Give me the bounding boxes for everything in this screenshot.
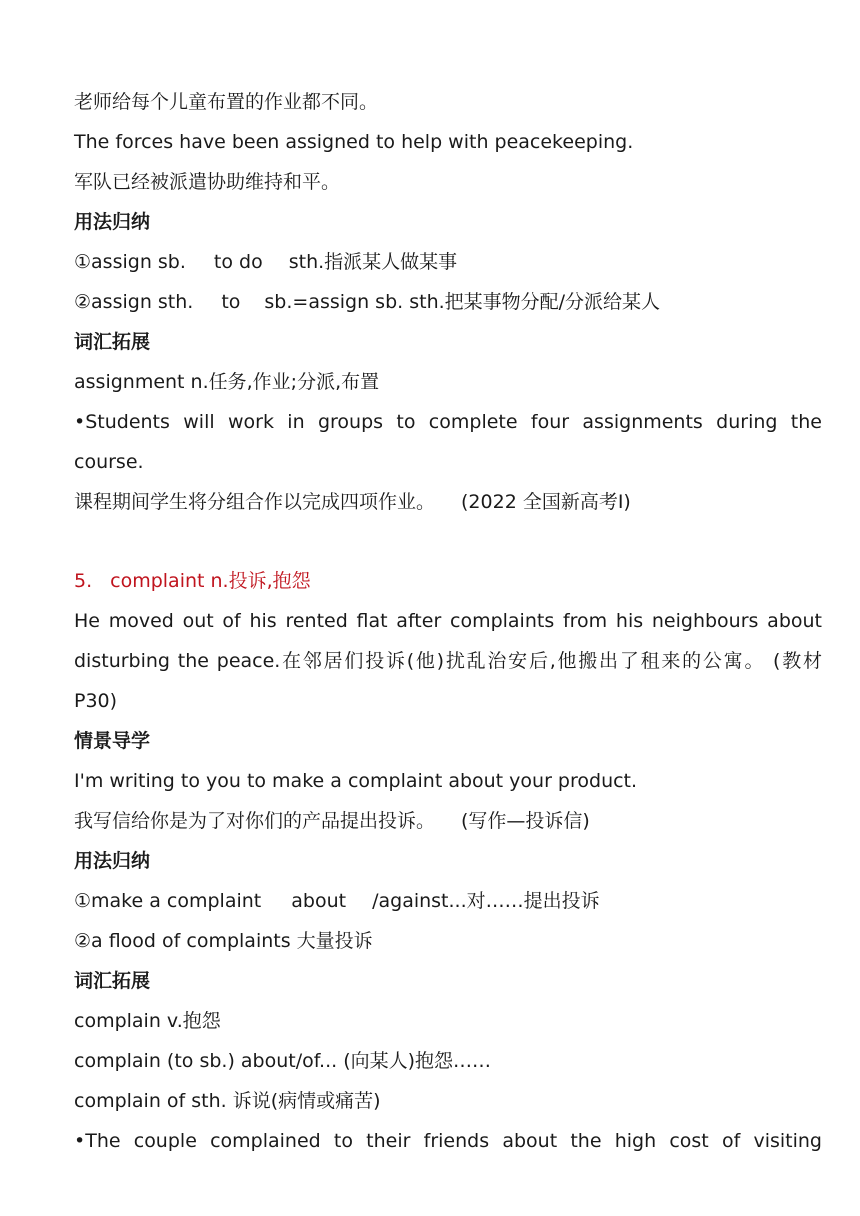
example-sentence: •Students will work in groups to complete four assignments during the xyxy=(74,411,822,433)
expansion-word: complain v.抱怨 xyxy=(74,1010,221,1032)
usage-part: /against...对……提出投诉 xyxy=(372,890,600,912)
usage-item xyxy=(74,881,822,921)
usage-part: about xyxy=(291,890,347,912)
expansion-phrase: complain (to sb.) about/of... (向某人)抱怨…… xyxy=(74,1050,492,1072)
usage-part: ①assign sb. xyxy=(74,251,186,273)
expansion-phrase: complain of sth. 诉说(病情或痛苦) xyxy=(74,1090,381,1112)
entry-number: 5. xyxy=(74,570,93,592)
usage-item xyxy=(74,282,822,322)
usage-part: sb.=assign sb. sth.把某事物分配/分派给某人 xyxy=(264,291,661,313)
example-sentence: He moved out of his rented flat after complaints from his neighbours about xyxy=(74,610,822,632)
usage-part: ②assign sth. xyxy=(74,291,194,313)
usage-item: ②a flood of complaints 大量投诉 xyxy=(74,930,373,952)
section-heading-usage: 用法归纳 xyxy=(74,211,151,233)
source-note: (2022 全国新高考Ⅰ) xyxy=(461,491,631,513)
translation-text: 我写信给你是为了对你们的产品提出投诉。 xyxy=(74,810,436,832)
example-translation: 老师给每个儿童布置的作业都不同。 xyxy=(74,91,379,113)
usage-part: to do xyxy=(213,251,263,273)
example-translation: 军队已经被派遣协助维持和平。 xyxy=(74,171,341,193)
example-translation xyxy=(74,482,822,522)
section-heading-expansion: 词汇拓展 xyxy=(74,331,151,353)
usage-item xyxy=(74,242,822,282)
usage-part: to xyxy=(221,291,241,313)
section-heading-scenario: 情景导学 xyxy=(74,730,151,752)
example-sentence: I'm writing to you to make a complaint about your product. xyxy=(74,770,638,792)
usage-part: sth.指派某人做某事 xyxy=(288,251,458,273)
translation-text: 课程期间学生将分组合作以完成四项作业。 xyxy=(74,491,436,513)
usage-part: ①make a complaint xyxy=(74,890,262,912)
source-note: (教材 xyxy=(773,650,822,672)
expansion-word: assignment n.任务,作业;分派,布置 xyxy=(74,371,380,393)
section-heading-usage: 用法归纳 xyxy=(74,850,151,872)
section-heading-expansion: 词汇拓展 xyxy=(74,970,151,992)
example-sentence: •The couple complained to their friends about the high cost of visiting xyxy=(74,1130,822,1152)
example-sentence-continued xyxy=(74,641,822,681)
example-sentence: The forces have been assigned to help with peacekeeping. xyxy=(74,131,634,153)
example-sentence-continued: course. xyxy=(74,451,144,473)
sentence-text: disturbing the peace.在邻居们投诉(他)扰乱治安后,他搬出了租来的公寓。 xyxy=(74,650,766,672)
entry-title: complaint n.投诉,抱怨 xyxy=(110,570,311,592)
example-translation xyxy=(74,801,822,841)
source-note: (写作—投诉信) xyxy=(461,810,590,832)
source-note-continued: P30) xyxy=(74,690,118,712)
entry-heading xyxy=(74,561,822,601)
